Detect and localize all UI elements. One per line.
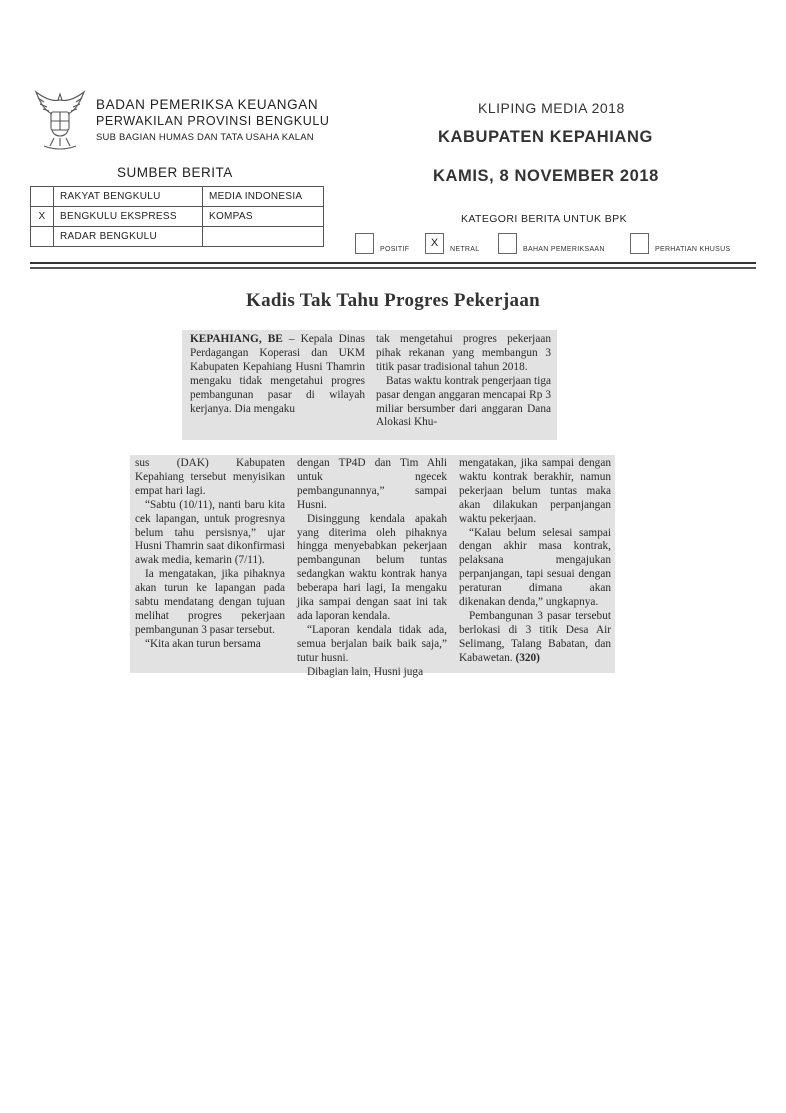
source-row [31, 227, 324, 247]
source-row [31, 187, 324, 207]
org-name-line1: BADAN PEMERIKSA KEUANGAN [96, 97, 319, 112]
article-text: Pembangunan 3 pasar tersebut berlokasi di 3 titik Desa Air Selimang, Talang Babatan, dan Kabawetan. [459, 609, 611, 664]
kliping-title: KLIPING MEDIA 2018 [478, 100, 625, 116]
kategori-checkbox [498, 233, 517, 254]
garuda-emblem-icon [30, 88, 90, 152]
divider-line [30, 267, 756, 269]
source-mark: X [31, 207, 54, 227]
article-top-col2 [376, 333, 551, 430]
sumber-berita-title: SUMBER BERITA [117, 165, 233, 180]
org-name-line2: PERWAKILAN PROVINSI BENGKULU [96, 114, 330, 128]
kategori-label: PERHATIAN KHUSUS [655, 246, 731, 253]
article-paragraph: Disinggung kendala apakah yang diterima oleh pihaknya hingga menyebabkan pekerjaan pembangunan belum tuntas sedangkan waktu kontrak hanya beberapa hari lagi, Ia mengaku jika sampai dengan saat ini tak ada laporan kendala. [297, 512, 447, 622]
date-title: KAMIS, 8 NOVEMBER 2018 [433, 167, 659, 185]
kategori-checkbox [630, 233, 649, 254]
source-right [203, 227, 324, 247]
article-col3 [459, 457, 611, 666]
kategori-netral [425, 233, 479, 254]
kategori-label: POSITIF [380, 246, 410, 253]
article-col1 [135, 457, 285, 652]
article-paragraph: mengatakan, jika sampai dengan waktu kontrak berakhir, namun pekerjaan belum tuntas maka akan dilakukan perpanjangan waktu pekerjaan. [459, 457, 611, 525]
article-paragraph: “Sabtu (10/11), nanti baru kita cek lapangan, untuk progresnya belum tahu persisnya,” ujar Husni Thamrin saat dikonfirmasi awak media, kemarin (7/11). [135, 498, 285, 567]
kategori-positif [355, 233, 409, 254]
kategori-perhatian-khusus [630, 233, 730, 254]
article-top-col1 [190, 333, 365, 416]
article-paragraph: sus (DAK) Kabupaten Kepahiang tersebut menyisikan empat hari lagi. [135, 457, 285, 497]
article-paragraph-last [459, 610, 611, 666]
article-paragraph: Dibagian lain, Husni juga [307, 665, 424, 678]
source-left: BENGKULU EKSPRESS [54, 207, 203, 227]
article-paragraph: Batas waktu kontrak pengerjaan tiga pasar dengan anggaran mencapai Rp 3 miliar bersumber dari anggaran Dana Alokasi Khu- [376, 374, 552, 429]
article-dateline: KEPAHIANG, BE [190, 333, 283, 345]
kategori-label: NETRAL [450, 246, 480, 253]
source-mark [31, 227, 54, 247]
kategori-title: KATEGORI BERITA UNTUK BPK [461, 213, 627, 225]
org-name-line3: SUB BAGIAN HUMAS DAN TATA USAHA KALAN [96, 132, 314, 143]
kabupaten-title: KABUPATEN KEPAHIANG [438, 128, 653, 146]
source-mark [31, 187, 54, 207]
kategori-checkbox [355, 233, 374, 254]
article-paragraph: “Laporan kendala tidak ada, semua berjalan baik baik saja,” tutur husni. [297, 623, 447, 664]
source-table [30, 186, 324, 247]
kategori-bahan-pemeriksaan [498, 233, 605, 254]
source-right: KOMPAS [203, 207, 324, 227]
article-paragraph: Ia mengatakan, jika pihaknya akan turun ke lapangan pada sabtu mendatang dengan tujuan melihat progres pekerjaan pembangunan 3 pasar tersebut. [135, 568, 285, 636]
article-headline: Kadis Tak Tahu Progres Pekerjaan [246, 290, 540, 311]
article-paragraph: tak mengetahui progres pekerjaan pihak rekanan yang membangun 3 titik pasar tradisional tahun 2018. [376, 333, 551, 373]
kategori-label: BAHAN PEMERIKSAAN [523, 246, 605, 253]
article-paragraph: “Kita akan turun bersama [145, 637, 261, 650]
source-right: MEDIA INDONESIA [203, 187, 324, 207]
source-row [31, 207, 324, 227]
source-left: RADAR BENGKULU [54, 227, 203, 247]
article-code: (320) [515, 651, 540, 664]
article-col2 [297, 457, 447, 680]
article-text: – Kepala Dinas Perdagangan Koperasi dan UKM Kabupaten Kepahiang Husni Thamrin mengaku tidak mengetahui progres pembangunan pasar di wilayah kerjanya. Dia mengaku [190, 333, 365, 415]
article-paragraph: dengan TP4D dan Tim Ahli untuk ngecek pembangunannya,” sampai Husni. [297, 457, 447, 511]
article-paragraph: “Kalau belum selesai sampai dengan akhir masa kontrak, pelaksana mengajukan perpanjangan, tapi sesuai dengan peraturan dimana akan dikenakan denda,” ungkapnya. [459, 526, 611, 609]
source-left: RAKYAT BENGKULU [54, 187, 203, 207]
divider-line [30, 262, 756, 264]
kategori-checkbox: X [425, 233, 444, 254]
